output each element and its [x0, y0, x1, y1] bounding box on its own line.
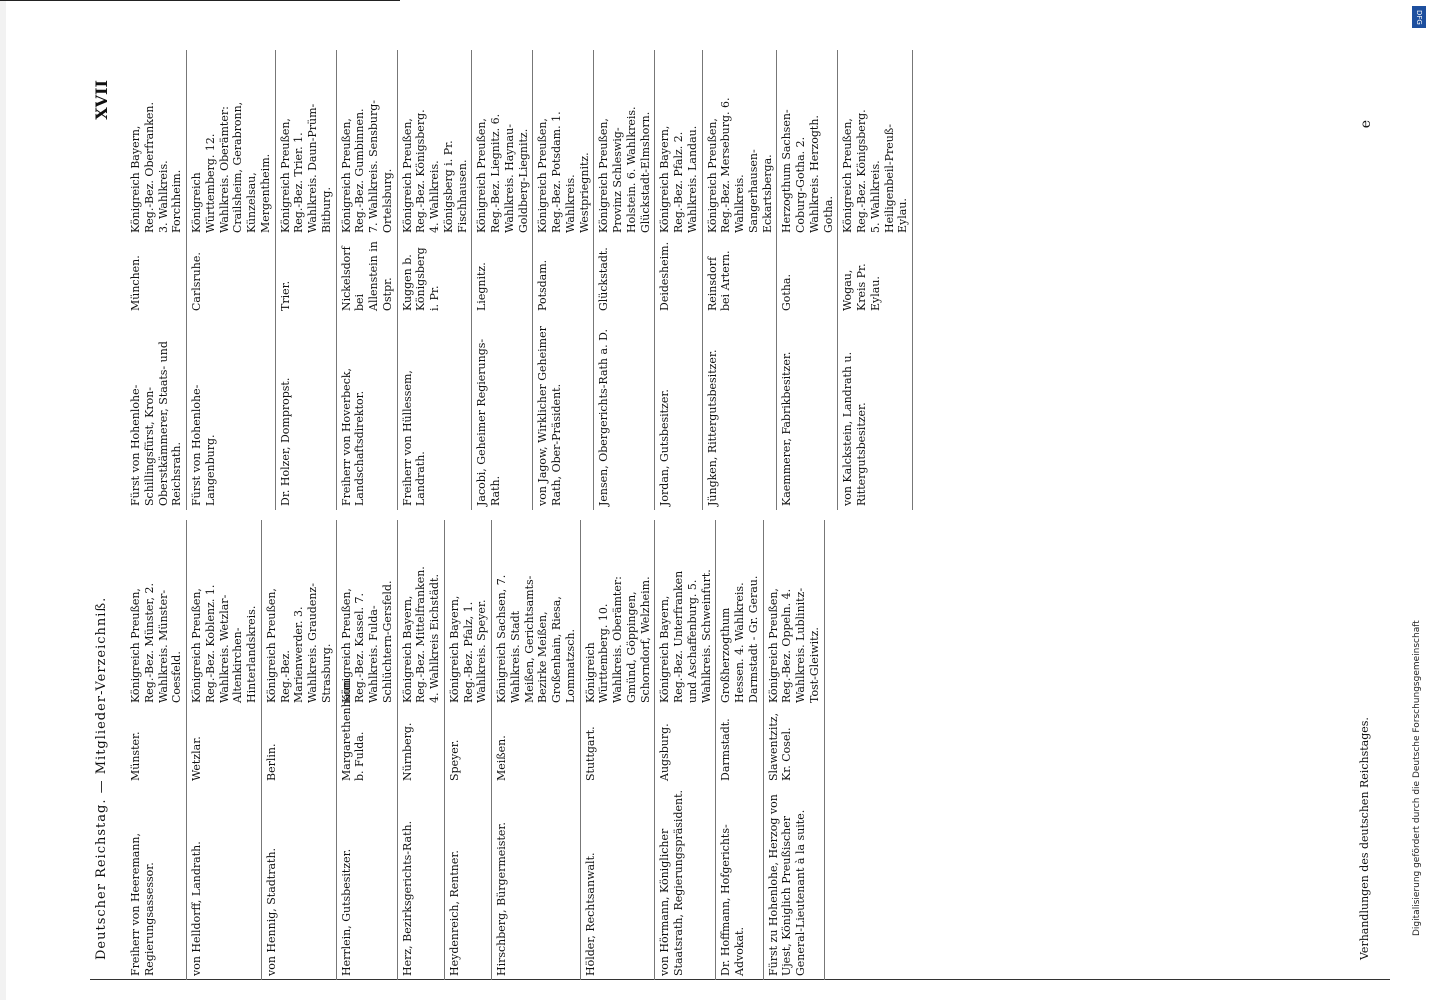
member-name: Freiherr von Heeremann, Regierungsassessor. [129, 833, 156, 976]
residence: Speyer. [447, 739, 461, 781]
electoral-district: Königreich Bayern, Reg.-Bez. Mittelfranken. 4. Wahlkreis Eichstädt. [400, 566, 441, 703]
residence: Darmstadt. [719, 718, 733, 781]
member-name: Heydenreich, Rentner. [447, 850, 461, 976]
table-row [337, 50, 398, 510]
residence: Wogau, Kreis Pr. Eylau. [841, 263, 882, 311]
table-row [764, 520, 825, 980]
table-row [276, 50, 337, 510]
electoral-district: Königreich Preußen, Reg.-Bez. Kassel. 7. Wahlkreis. Fulda-Schlüchtern-Gersfeld. [339, 580, 394, 703]
page-header [90, 60, 118, 980]
residence: Meißen. [495, 735, 508, 781]
residence: Münster. [129, 731, 142, 781]
member-name: von Hennig, Stadtrath. [264, 847, 278, 976]
residence: Wetzlar. [190, 736, 203, 781]
electoral-district: Königreich Preußen, Reg.-Bez. Oppeln. 4. Wahlkreis. Lublinitz-Tost-Gleiwitz. [766, 587, 821, 703]
member-name: von Kalckstein, Landrath u. Rittergutsbesitzer. [841, 351, 868, 506]
right-rows [126, 50, 913, 510]
member-name: Kaemmerer, Fabrikbesitzer. [780, 351, 794, 506]
residence: Margarethenhaun b. Fulda. [339, 679, 367, 781]
residence: Carlsruhe. [190, 252, 203, 311]
member-name: Jordan, Gutsbesitzer. [658, 389, 672, 506]
residence: Stuttgart. [583, 726, 597, 781]
row-divider [912, 50, 913, 510]
sheet-mark: e [1358, 120, 1374, 129]
member-name: von Helldorff, Landrath. [190, 841, 203, 976]
member-name: Fürst von Hohenlohe-Schillingsfürst, Kron-Oberstkämmerer, Staats- und Reichsrath. [129, 341, 184, 506]
electoral-district: Königreich Preußen, Reg.-Bez. Münster, 2. Wahlkreis. Münster-Coesfeld. [129, 583, 184, 703]
electoral-district: Königreich Preußen, Provinz Schleswig-Holstein. 6. Wahlkreis. Glückstadt-Elmshorn. [597, 106, 652, 233]
electoral-district: Königreich Preußen, Reg.-Bez. Königsberg. 4. Wahlkreis. Königsberg i. Pr. Fischhausen. [400, 109, 469, 233]
table-row [187, 520, 262, 980]
residence: Potsdam. [536, 259, 550, 311]
electoral-district: Königreich Sachsen, 7. Wahlkreis. Stadt Meißen, Gerichtsamts-Bezirke Meißen, Großenhain, Riesa, Lommatzsch. [495, 574, 577, 703]
member-name: Jensen, Obergerichts-Rath a. D. [597, 329, 611, 506]
left-column-group [126, 520, 825, 980]
table-row [838, 50, 913, 510]
member-name: Fürst zu Hohenlohe, Herzog von Ujest, Königlich Preußischer General-Lieutenant à la suite. [766, 794, 807, 976]
residence: Trier. [278, 280, 292, 311]
electoral-district: Königreich Preußen, Reg.-Bez. Liegnitz. 6. Wahlkreis. Haynau-Goldberg-Liegnitz. [475, 113, 530, 233]
table-row [262, 520, 337, 980]
electoral-district: Königreich Bayern, Reg.-Bez. Unterfranken und Aschaffenburg. 5. Wahlkreis. Schweinfurt. [658, 569, 713, 703]
table-row [716, 520, 763, 980]
electoral-district: Königreich Preußen, Reg.-Bez. Trier. 1. Wahlkreis. Daun-Prüm-Bitburg. [278, 103, 333, 233]
table-row [655, 50, 702, 510]
member-name: Fürst von Hohenlohe-Langenburg. [190, 384, 217, 506]
residence: Slawentzitz, Kr. Cosel. [766, 712, 794, 781]
table-row [655, 520, 716, 980]
residence: Deidesheim. [658, 241, 672, 311]
member-name: Jüngken, Rittergutsbesitzer. [705, 349, 719, 506]
member-name: von Jagow, Wirklicher Geheimer Rath, Ober-Präsident. [536, 326, 563, 506]
residence: Augsburg. [658, 723, 672, 781]
residence: Nickelsdorf bei Allenstein in Ostpr. [339, 241, 394, 311]
right-column-group [126, 50, 913, 510]
table-row [777, 50, 838, 510]
table-row [533, 50, 594, 510]
table-row [187, 50, 276, 510]
residence: Gotha. [780, 274, 794, 311]
member-name: Jacobi, Geheimer Regierungs-Rath. [475, 338, 502, 506]
electoral-district: Königreich Bayern, Reg.-Bez. Pfalz. 2. Wahlkreis. Landau. [658, 125, 699, 233]
residence: Reinsdorf bei Artern. [705, 250, 733, 311]
member-name: Hirschberg, Bürgermeister. [495, 822, 508, 976]
electoral-district: Königreich Preußen, Reg.-Bez. Potsdam. 1. Wahlkreis. Westpriegnitz. [536, 111, 591, 233]
electoral-district: Königreich Bayern, Reg.-Bez. Pfalz, 1. Wahlkreis. Speyer. [447, 595, 489, 703]
electoral-district: Königreich Württemberg. 10. Wahlkreis. Oberämter: Gmünd, Göppingen, Schorndorf, Welzheim. [583, 576, 652, 703]
residence: Glückstadt. [597, 247, 611, 311]
table-row [337, 520, 398, 980]
electoral-district: Königreich Bayern, Reg.-Bez. Oberfranken. 3. Wahlkreis. Forchheim. [129, 102, 184, 233]
running-title: Deutscher Reichstag. — Mitglieder-Verzeichniß. [94, 596, 109, 960]
left-rows [126, 520, 825, 980]
dfg-watermark [1412, 6, 1426, 986]
table-row [398, 520, 445, 980]
rotated-page [90, 60, 1390, 980]
member-name: Herz, Bezirksgerichts-Rath. [400, 820, 414, 976]
scan-bleed [0, 0, 6, 1000]
table-row [445, 520, 492, 980]
residence: Kuggen b. Königsberg i. Pr. [400, 247, 441, 311]
electoral-district: Königreich Preußen, Reg.-Bez. Koblenz. 1. Wahlkreis. Wetzlar-Altenkirchen-Hinterlandskreis. [190, 584, 258, 703]
member-name: Hölder, Rechtsanwalt. [583, 852, 597, 976]
table-row [126, 50, 187, 510]
dfg-watermark-text: Digitalisierung gefördert durch die Deutsche Forschungsgemeinschaft [1412, 620, 1422, 936]
table-row [126, 520, 187, 980]
row-divider [824, 520, 825, 980]
member-name: Freiherr von Hüllessem, Landrath. [400, 370, 428, 506]
table-row [492, 520, 581, 980]
residence: Liegnitz. [475, 262, 489, 311]
table-row [594, 50, 655, 510]
residence: Nürnberg. [400, 722, 414, 781]
member-name: Herrlein, Gutsbesitzer. [339, 848, 353, 976]
member-name: Dr. Holzer, Dompropst. [278, 377, 292, 506]
page-number: XVII [92, 80, 111, 120]
table-row [472, 50, 533, 510]
electoral-district: Königreich Preußen, Reg.-Bez. Marienwerder. 3. Wahlkreis. Graudenz-Strasburg. [264, 583, 333, 703]
scan-edge-line [0, 0, 400, 1]
member-name: Dr. Hoffmann, Hofgerichts-Advokat. [719, 824, 746, 976]
member-name: Freiherr von Hoverbeck, Landschaftsdirektor. [339, 367, 367, 506]
table-row [703, 50, 778, 510]
table-row [581, 520, 656, 980]
residence: München. [129, 255, 142, 311]
electoral-district: Herzogthum Sachsen-Coburg-Gotha. 2. Wahlkreis. Herzogth. Gotha. [780, 109, 835, 233]
electoral-district: Großherzogthum Hessen. 4. Wahlkreis. Darmstadt - Gr. Gerau. [719, 575, 760, 703]
electoral-district: Königreich Preußen, Reg.-Bez. Gumbinnen. 7. Wahlkreis. Sensburg-Ortelsburg. [339, 99, 394, 233]
electoral-district: Königreich Preußen, Reg.-Bez. Merseburg. 6. Wahlkreis. Sangerhausen-Eckartsberga. [705, 97, 774, 233]
member-name: von Hörmann, Königlicher Staatsrath, Regierungspräsident. [658, 789, 685, 976]
electoral-district: Königreich Preußen, Reg.-Bez. Königsberg. 5. Wahlkreis. Heiligenbeil-Preuß-Eylau. [841, 109, 910, 233]
dfg-logo: DFG [1412, 6, 1426, 28]
electoral-district: Königreich Württemberg. 12. Wahlkreis. Oberämter: Crailsheim, Gerabronn, Künzelsau, Mergentheim. [190, 101, 272, 233]
table-row [398, 50, 473, 510]
residence: Berlin. [264, 743, 278, 781]
footer-note: Verhandlungen des deutschen Reichstages. [1358, 717, 1371, 960]
